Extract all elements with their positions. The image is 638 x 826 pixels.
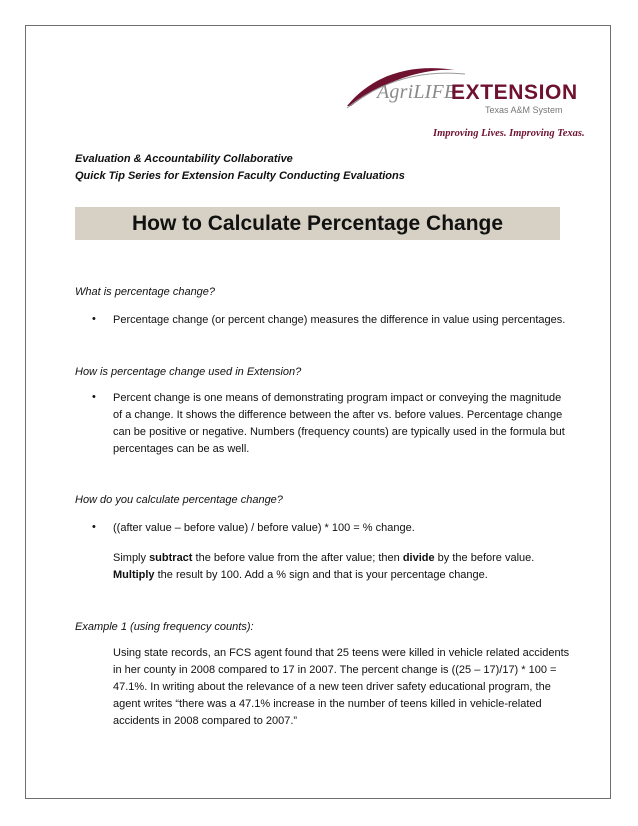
formula: ((after value – before value) / before value) * 100 = % change. <box>113 522 415 534</box>
title-bar <box>75 207 560 240</box>
logo-extension-text: EXTENSION <box>451 81 578 104</box>
series-line-1: Evaluation & Accountability Collaborative <box>75 153 293 165</box>
logo-system-text: Texas A&M System <box>485 105 563 115</box>
question-1: What is percentage change? <box>75 286 216 298</box>
example-1-heading: Example 1 (using frequency counts): <box>75 621 254 633</box>
answer-2: Percent change is one means of demonstrating program impact or conveying the magnitude of a change. It shows the difference between the after vs. before values. Percentage change can be positive or negative. Numbers (frequency counts) are typically used in the formula but percentages can be as well. <box>113 392 565 455</box>
bullet-icon: • <box>92 521 96 533</box>
logo-agri-text: AgriLIFE <box>377 81 457 103</box>
question-2: How is percentage change used in Extension? <box>75 366 302 378</box>
series-heading <box>75 151 405 185</box>
example-1-text: Using state records, an FCS agent found that 25 teens were killed in vehicle related accidents in her county in 2008 compared to 17 in 2007. The percent change is ((25 – 17)/17) * 100 = 47.1%. In writing about the relevance of a new teen driver safety educational program, the agent writes “there was a 47.1% increase in the number of teens killed in vehicle-related accidents in 2008 compared to 2007.” <box>113 647 570 727</box>
agrilife-extension-logo <box>345 62 578 120</box>
answer-1: Percentage change (or percent change) measures the difference in value using percentages. <box>113 314 566 326</box>
question-3: How do you calculate percentage change? <box>75 494 283 506</box>
series-line-2: Quick Tip Series for Extension Faculty Conducting Evaluations <box>75 170 405 182</box>
bullet-icon: • <box>92 313 96 325</box>
calculation-steps: Simply subtract the before value from the after value; then divide by the before value. Multiply the result by 100. Add a % sign and that is your percentage change. <box>113 552 535 581</box>
bullet-icon: • <box>92 391 96 403</box>
page-title: How to Calculate Percentage Change <box>131 211 504 235</box>
tagline: Improving Lives. Improving Texas. <box>433 128 585 139</box>
